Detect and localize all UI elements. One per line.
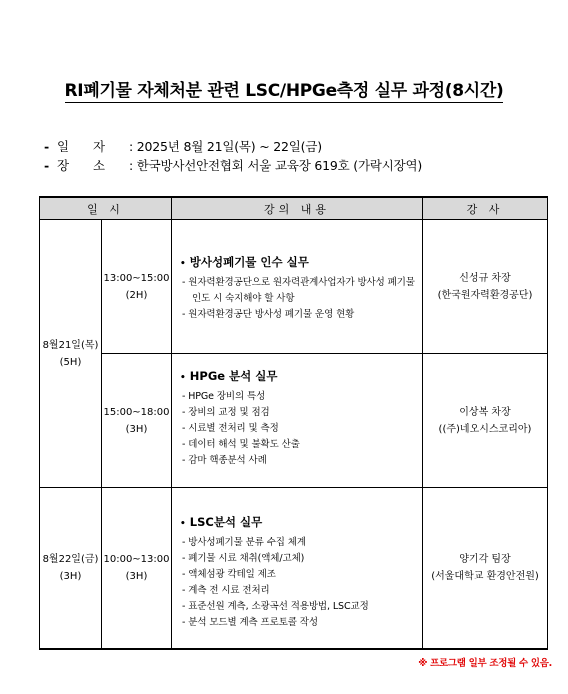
info-date-label: 일 자 — [57, 139, 116, 154]
table-row — [40, 354, 548, 488]
session1-org: (한국원자력환경공단) — [437, 289, 533, 301]
list-item: - 폐기물 시료 채취(액체/고체) — [180, 551, 416, 567]
session1-instructor: 신성규 차장 — [459, 272, 511, 284]
session3-org: (서울대학교 환경안전원) — [431, 571, 539, 582]
list-item: - 데이터 해석 및 불확도 산출 — [180, 437, 416, 453]
day1-date: 8월21일(목) — [42, 339, 99, 351]
list-item: - 분석 모드별 계측 프로토콜 작성 — [180, 615, 416, 631]
session2-instructor-cell — [423, 354, 548, 488]
session2-time: 15:00~18:00 — [103, 406, 170, 418]
table-row — [40, 220, 548, 354]
info-location: - 장 소 : 한국방사선안전협회 서울 교육장 619호 (가락시장역) — [44, 158, 422, 173]
list-item: - 표준선원 계측, 소광곡선 적용방법, LSC교정 — [180, 599, 416, 615]
session3-instructor: 양기각 팀장 — [459, 554, 511, 565]
info-date-value: : 2025년 8월 21일(목) ~ 22일(금) — [129, 139, 322, 154]
list-item: - 감마 핵종분석 사례 — [180, 453, 416, 469]
session2-content — [172, 354, 423, 488]
session3-content — [172, 488, 423, 650]
session1-duration: (2H) — [125, 289, 148, 301]
session1-time-cell — [102, 220, 172, 354]
day2-cell — [40, 488, 102, 650]
header-datetime: 일 시 — [40, 197, 172, 220]
session3-time-cell — [102, 488, 172, 650]
list-item: - HPGe 장비의 특성 — [180, 389, 416, 405]
session1-topic: • 방사성폐기물 인수 실무 — [180, 255, 309, 269]
day1-hours: (5H) — [59, 356, 82, 368]
program-change-note: ※ 프로그램 일부 조정될 수 있음. — [418, 658, 552, 669]
list-item: - 원자력환경공단으로 원자력관계사업자가 방사성 폐기물 인도 시 숙지해야 할 사항 — [180, 275, 416, 307]
list-item: - 액체섬광 칵테일 제조 — [180, 567, 416, 583]
document-title: RI폐기물 자체처분 관련 LSC/HPGe측정 실무 과정(8시간) — [64, 81, 504, 101]
list-item: - 장비의 교정 및 점검 — [180, 405, 416, 421]
day2-hours: (3H) — [59, 571, 82, 582]
session2-time-cell — [102, 354, 172, 488]
header-instructor: 강 사 — [423, 197, 548, 220]
session1-instructor-cell — [423, 220, 548, 354]
list-item: - 방사성폐기물 분류 수집 체계 — [180, 535, 416, 551]
table-row — [40, 488, 548, 650]
info-location-value: : 한국방사선안전협회 서울 교육장 619호 (가락시장역) — [129, 158, 422, 173]
header-content: 강의 내용 — [172, 197, 423, 220]
list-item: - 시료별 전처리 및 측정 — [180, 421, 416, 437]
session1-time: 13:00~15:00 — [103, 272, 170, 284]
table-header-row — [40, 197, 548, 220]
day1-cell — [40, 220, 102, 488]
list-item: - 계측 전 시료 전처리 — [180, 583, 416, 599]
session1-content — [172, 220, 423, 354]
session3-duration: (3H) — [125, 571, 148, 582]
session3-instructor-cell — [423, 488, 548, 650]
session2-duration: (3H) — [125, 423, 148, 435]
info-date: - 일 자 : 2025년 8월 21일(목) ~ 22일(금) — [44, 139, 322, 154]
list-item: - 원자력환경공단 방사성 폐기물 운영 현황 — [180, 307, 416, 323]
session3-time: 10:00~13:00 — [103, 554, 170, 565]
session3-topic: • LSC분석 실무 — [180, 515, 263, 529]
session2-org: ((주)네오시스코리아) — [438, 423, 532, 435]
session2-instructor: 이상복 차장 — [459, 406, 511, 418]
session2-topic: • HPGe 분석 실무 — [180, 369, 278, 383]
day2-date: 8월22일(금) — [42, 554, 99, 565]
info-location-label: 장 소 — [57, 158, 116, 173]
schedule-table — [39, 196, 548, 650]
